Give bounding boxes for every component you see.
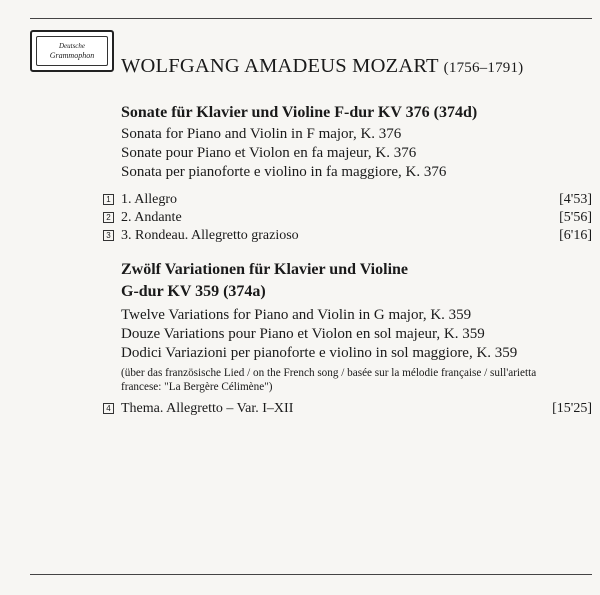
track-number-box: 2 [103, 212, 114, 223]
track-title: Thema. Allegretto – Var. I–XII [121, 401, 294, 416]
work2-title-line2: G-dur KV 359 (374a) [121, 283, 266, 300]
track-title: 1. Allegro [121, 192, 177, 207]
logo-line1: Deutsche [58, 42, 86, 50]
work1-translation-it: Sonata per pianoforte e violino in fa maggiore, K. 376 [121, 164, 447, 180]
label-logo [30, 30, 114, 72]
label-logo-cartouche [36, 36, 108, 66]
track-row [103, 228, 592, 246]
track-title: 2. Andante [121, 210, 182, 225]
work2-translation-fr: Douze Variations pour Piano et Violon en sol majeur, K. 359 [121, 326, 485, 342]
track-row [103, 401, 592, 419]
track-duration: [6'16] [559, 228, 592, 243]
work2-translation-en: Twelve Variations for Piano and Violin in G major, K. 359 [121, 307, 472, 323]
work2-note-line1: (über das französische Lied / on the French song / basée sur la mélodie française / sull'arietta [121, 367, 537, 379]
work1-translation-en: Sonata for Piano and Violin in F major, K. 376 [121, 126, 402, 142]
bottom-rule [30, 574, 592, 575]
work2-note-line2: francese: "La Bergère Célimène") [121, 381, 273, 393]
composer-heading [121, 55, 523, 78]
top-rule [30, 18, 592, 19]
composer-dates: (1756–1791) [443, 60, 524, 76]
work2-title-line1: Zwölf Variationen für Klavier und Violine [121, 261, 409, 278]
work2-translation-it: Dodici Variazioni per pianoforte e violino in sol maggiore, K. 359 [121, 345, 518, 361]
track-duration: [15'25] [552, 401, 592, 416]
composer-name: WOLFGANG AMADEUS MOZART [121, 55, 439, 77]
track-number-box: 1 [103, 194, 114, 205]
track-number-box: 4 [103, 403, 114, 414]
track-duration: [5'56] [559, 210, 592, 225]
work1-title: Sonate für Klavier und Violine F-dur KV 376 (374d) [121, 104, 478, 121]
logo-line2: Grammophon [49, 51, 95, 60]
track-title: 3. Rondeau. Allegretto grazioso [121, 228, 299, 243]
track-row [103, 210, 592, 228]
track-number-box: 3 [103, 230, 114, 241]
work1-translation-fr: Sonate pour Piano et Violon en fa majeur, K. 376 [121, 145, 417, 161]
track-duration: [4'53] [559, 192, 592, 207]
track-row [103, 192, 592, 210]
